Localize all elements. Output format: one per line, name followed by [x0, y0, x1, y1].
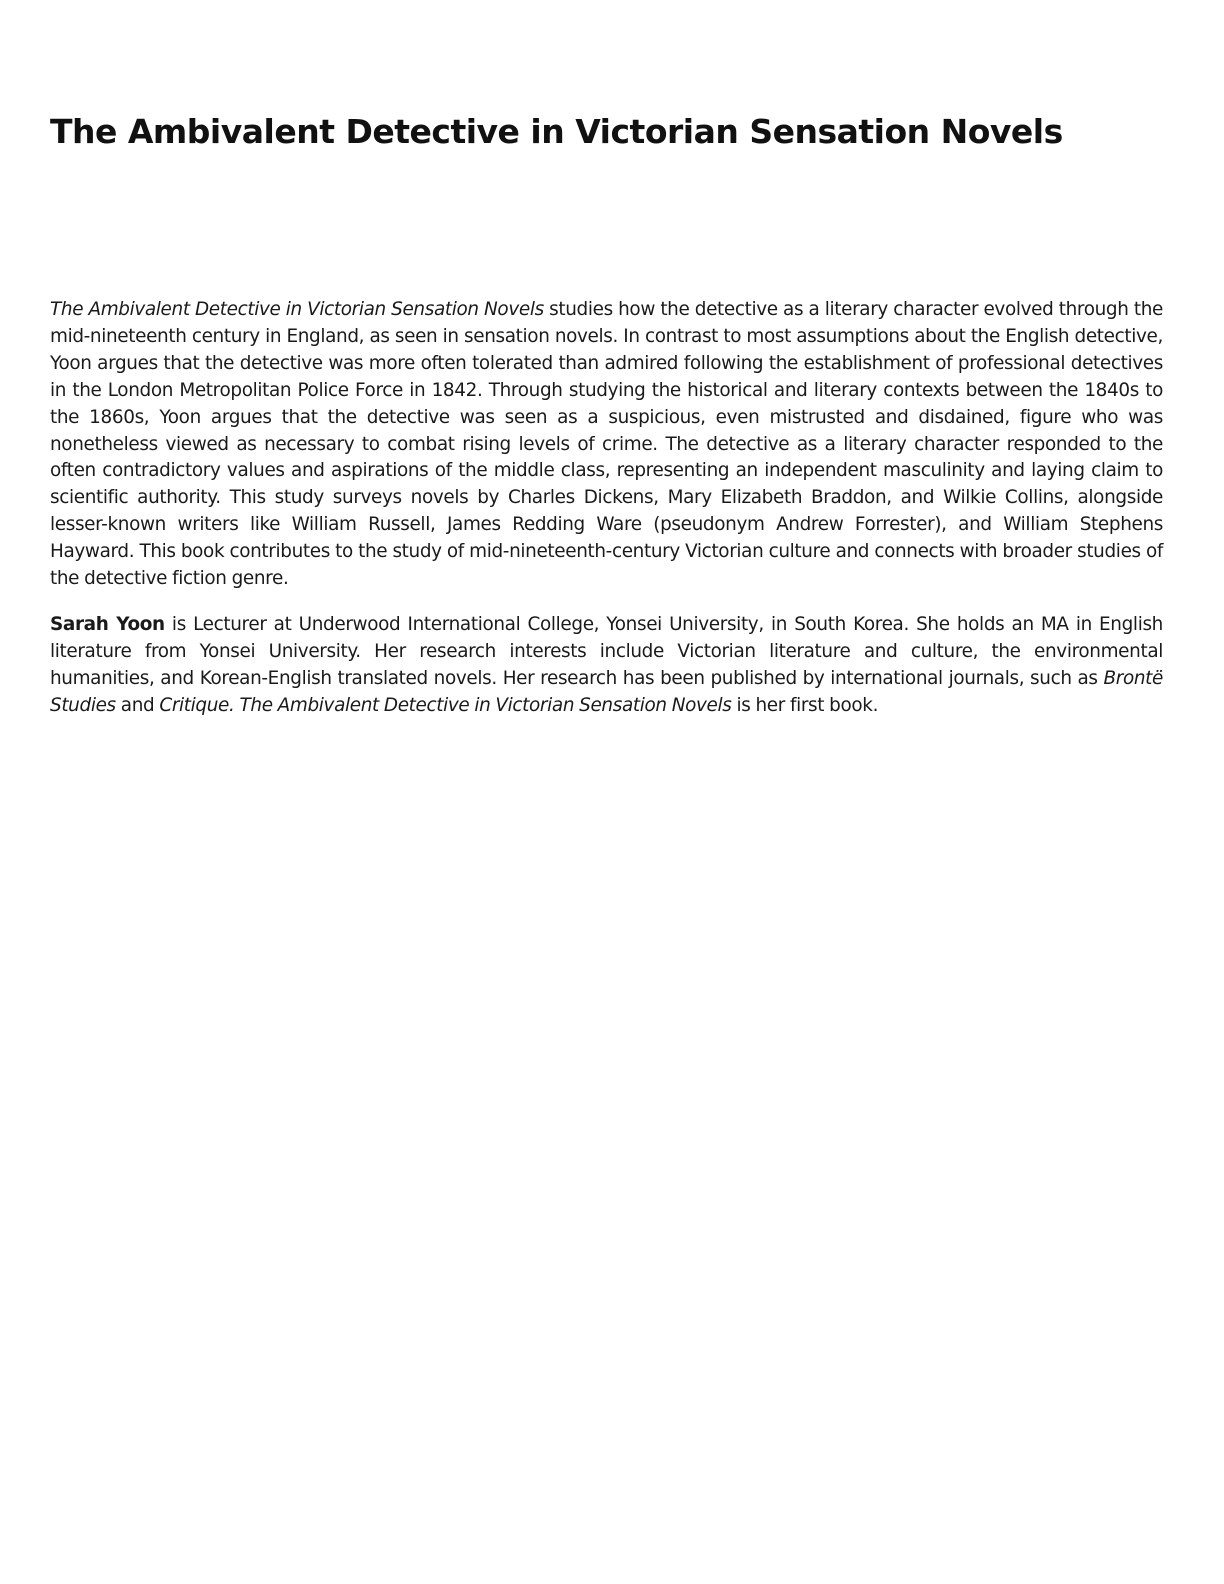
bio-book-title: The Ambivalent Detective in Victorian Sensation Novels	[239, 694, 732, 716]
abstract-paragraph	[50, 297, 1163, 593]
abstract-text: studies how the detective as a literary character evolved through the mid-nineteenth century in England, as seen in sensation novels. In contrast to most assumptions about the English detective, Yoon argues that the detective was more often tolerated than admired following the establishment of professional detectives in the London Metropolitan Police Force in 1842. Through studying the historical and literary contexts between the 1840s to the 1860s, Yoon argues that the detective was seen as a suspicious, even mistrusted and disdained, figure who was nonetheless viewed as necessary to combat rising levels of crime. The detective as a literary character responded to the often contradictory values and aspirations of the middle class, representing an independent masculinity and laying claim to scientific authority. This study surveys novels by Charles Dickens, Mary Elizabeth Braddon, and Wilkie Collins, alongside lesser-known writers like William Russell, James Redding Ware (pseudonym Andrew Forrester), and William Stephens Hayward. This book contributes to the study of mid-nineteenth-century Victorian culture and connects with broader studies of the detective fiction genre.	[50, 299, 1163, 590]
journal-critique: Critique.	[159, 694, 235, 716]
author-name: Sarah Yoon	[50, 613, 165, 635]
bio-text-2: and	[115, 694, 160, 716]
bio-text-1: is Lecturer at Underwood International College, Yonsei University, in South Korea. She holds an MA in English literature from Yonsei University. Her research interests include Victorian literature and culture, the environmental humanities, and Korean-English translated novels. Her research has been published by international journals, such as	[50, 613, 1163, 689]
journal-bronte-studies: Brontë Studies	[50, 667, 1163, 716]
author-bio-paragraph	[50, 612, 1163, 720]
bio-text-4: is her first book.	[731, 694, 879, 716]
page-title: The Ambivalent Detective in Victorian Sensation Novels	[50, 112, 1063, 151]
document-body	[50, 297, 1163, 739]
abstract-book-title: The Ambivalent Detective in Victorian Sensation Novels	[50, 299, 544, 320]
